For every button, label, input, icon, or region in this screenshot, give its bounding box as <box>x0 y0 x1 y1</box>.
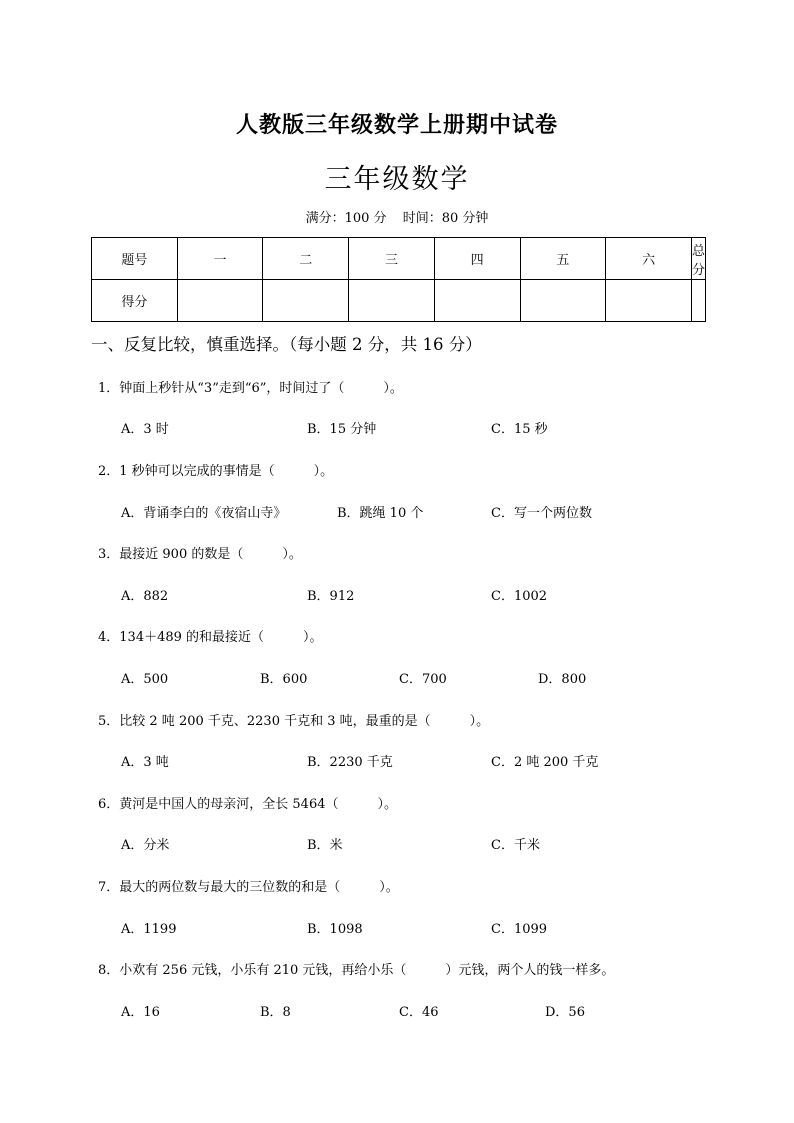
score-table-cell: 五 <box>520 238 606 280</box>
score-table-cell: 六 <box>606 238 692 280</box>
question-8-option-d: D．56 <box>545 1005 585 1020</box>
question-4-option-d: D．800 <box>538 672 587 687</box>
question-4-option-a: A．500 <box>121 672 169 687</box>
score-table-score-row <box>92 280 706 322</box>
question-3-option-a: A．882 <box>121 589 169 604</box>
exam-title: 人教版三年级数学上册期中试卷 <box>235 113 558 138</box>
question-2-option-c: C．写一个两位数 <box>491 506 592 521</box>
question-2: 2．1 秒钟可以完成的事情是（ ）。 <box>98 464 334 479</box>
question-6-option-b: B．米 <box>307 838 343 853</box>
question-6-option-c: C．千米 <box>491 838 540 853</box>
score-blank-cell[interactable] <box>606 280 692 322</box>
score-blank-cell[interactable] <box>177 280 263 322</box>
question-1: 1．钟面上秒针从“3”走到“6”，时间过了（ ）。 <box>98 381 403 396</box>
question-3: 3．最接近 900 的数是（ ）。 <box>98 547 302 562</box>
question-1-option-a: A．3 时 <box>121 422 169 437</box>
question-1-option-b: B．15 分钟 <box>307 422 377 437</box>
score-table-header-row <box>92 238 706 280</box>
score-row-label: 得分 <box>92 280 178 322</box>
score-blank-cell[interactable] <box>263 280 349 322</box>
question-8-option-c: C．46 <box>399 1005 439 1020</box>
exam-subtitle: 三年级数学 <box>324 164 470 195</box>
score-table-cell: 题号 <box>92 238 178 280</box>
score-blank-cell[interactable] <box>434 280 520 322</box>
question-4-option-c: C．700 <box>399 672 447 687</box>
question-7: 7．最大的两位数与最大的三位数的和是（ ）。 <box>98 880 399 895</box>
question-3-option-c: C．1002 <box>491 589 548 604</box>
question-8-option-a: A．16 <box>121 1005 160 1020</box>
question-7-option-b: B．1098 <box>307 922 363 937</box>
score-table-cell: 一 <box>177 238 263 280</box>
score-table-cell: 四 <box>434 238 520 280</box>
question-7-option-c: C．1099 <box>491 922 548 937</box>
score-table-cell: 总分 <box>691 238 705 280</box>
question-1-option-c: C．15 秒 <box>491 422 548 437</box>
score-table-cell: 三 <box>349 238 435 280</box>
question-8: 8．小欢有 256 元钱，小乐有 210 元钱，再给小乐（ ）元钱，两个人的钱一样多。 <box>98 963 615 978</box>
question-7-option-a: A．1199 <box>121 922 177 937</box>
score-blank-cell[interactable] <box>349 280 435 322</box>
question-5-option-c: C．2 吨 200 千克 <box>491 755 599 770</box>
question-5-option-b: B．2230 千克 <box>307 755 393 770</box>
full-score: 满分：100 分 <box>305 211 387 226</box>
question-5: 5．比较 2 吨 200 千克、2230 千克和 3 吨，最重的是（ ）。 <box>98 714 490 729</box>
section-heading: 一、反复比较，慎重选择。（每小题 2 分，共 16 分） <box>91 335 482 354</box>
exam-time: 时间：80 分钟 <box>402 211 489 226</box>
exam-meta <box>0 207 794 226</box>
question-4: 4．134＋489 的和最接近（ ）。 <box>98 630 323 645</box>
question-2-option-b: B．跳绳 10 个 <box>337 506 424 521</box>
question-3-option-b: B．912 <box>307 589 355 604</box>
question-2-option-a: A．背诵李白的《夜宿山寺》 <box>121 506 287 521</box>
score-table <box>91 237 706 322</box>
question-4-option-b: B．600 <box>260 672 308 687</box>
question-8-option-b: B．8 <box>260 1005 291 1020</box>
score-table-cell: 二 <box>263 238 349 280</box>
score-blank-cell[interactable] <box>691 280 705 322</box>
question-6: 6．黄河是中国人的母亲河，全长 5464（ ）。 <box>98 797 397 812</box>
score-blank-cell[interactable] <box>520 280 606 322</box>
question-6-option-a: A．分米 <box>121 838 170 853</box>
question-5-option-a: A．3 吨 <box>121 755 169 770</box>
